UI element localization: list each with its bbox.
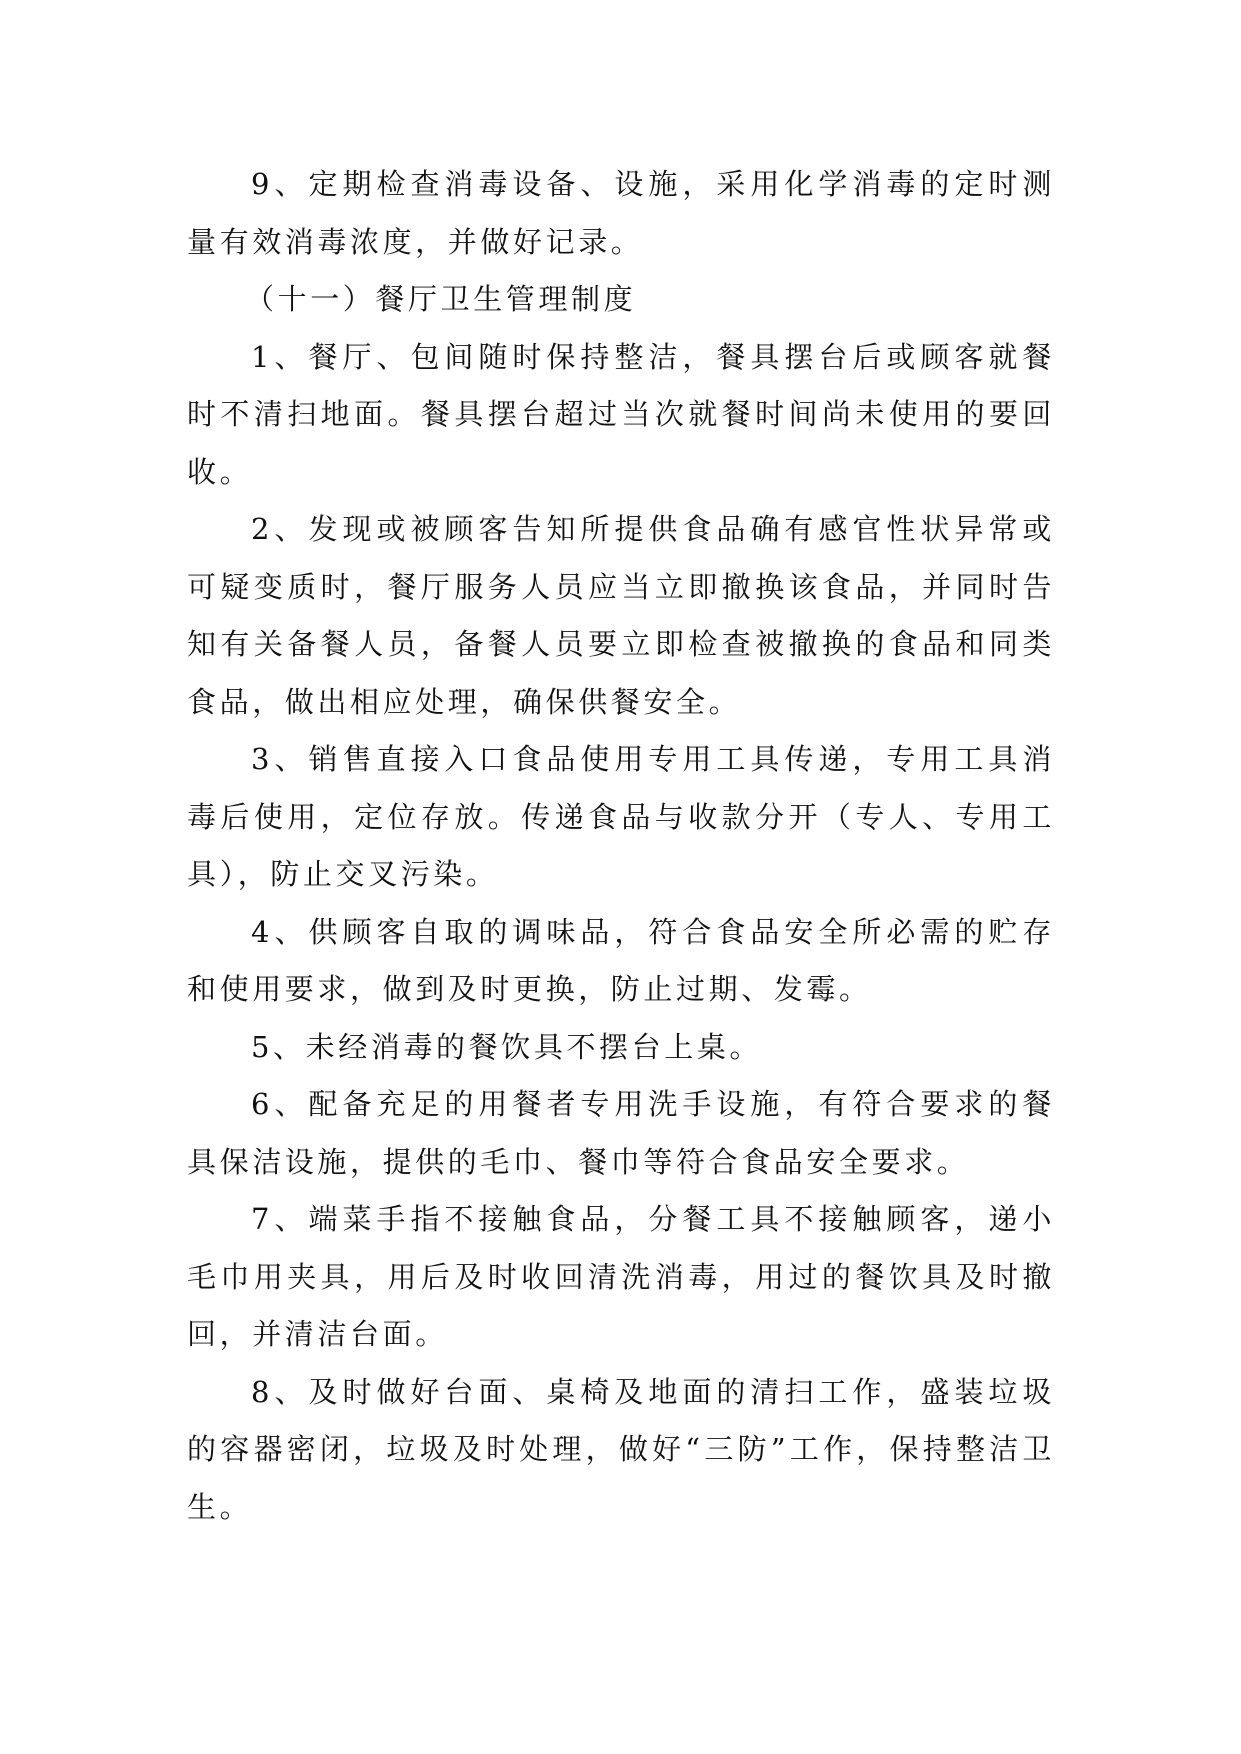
section-heading: （十一）餐厅卫生管理制度 <box>245 282 637 316</box>
paragraph-item-7: 7、端菜手指不接触食品，分餐工具不接触顾客，递小毛巾用夹具，用后及时收回清洗消毒，用过的餐饮具及时撤回，并清洁台面。 <box>187 1202 1055 1351</box>
paragraph-item-2: 2、发现或被顾客告知所提供食品确有感官性状异常或可疑变质时，餐厅服务人员应当立即撤换该食品，并同时告知有关备餐人员，备餐人员要立即检查被撤换的食品和同类食品，做出相应处理，确保供餐安全。 <box>187 512 1055 719</box>
paragraph-item-3: 3、销售直接入口食品使用专用工具传递，专用工具消毒后使用，定位存放。传递食品与收款分开（专人、专用工具），防止交叉污染。 <box>187 742 1055 891</box>
document-body <box>187 156 1055 1536</box>
paragraph-item-8: 8、及时做好台面、桌椅及地面的清扫工作，盛装垃圾的容器密闭，垃圾及时处理，做好“三防”工作，保持整洁卫生。 <box>187 1374 1055 1524</box>
paragraph-item-6: 6、配备充足的用餐者专用洗手设施，有符合要求的餐具保洁设施，提供的毛巾、餐巾等符合食品安全要求。 <box>187 1087 1055 1179</box>
paragraph-item-4: 4、供顾客自取的调味品，符合食品安全所必需的贮存和使用要求，做到及时更换，防止过期、发霉。 <box>187 914 1055 1006</box>
paragraph-item-1: 1、餐厅、包间随时保持整洁，餐具摆台后或顾客就餐时不清扫地面。餐具摆台超过当次就餐时间尚未使用的要回收。 <box>187 339 1055 489</box>
paragraph-item-5: 5、未经消毒的餐饮具不摆台上桌。 <box>251 1029 763 1064</box>
paragraph-item-9: 9、定期检查消毒设备、设施，采用化学消毒的定时测量有效消毒浓度，并做好记录。 <box>187 167 1055 259</box>
